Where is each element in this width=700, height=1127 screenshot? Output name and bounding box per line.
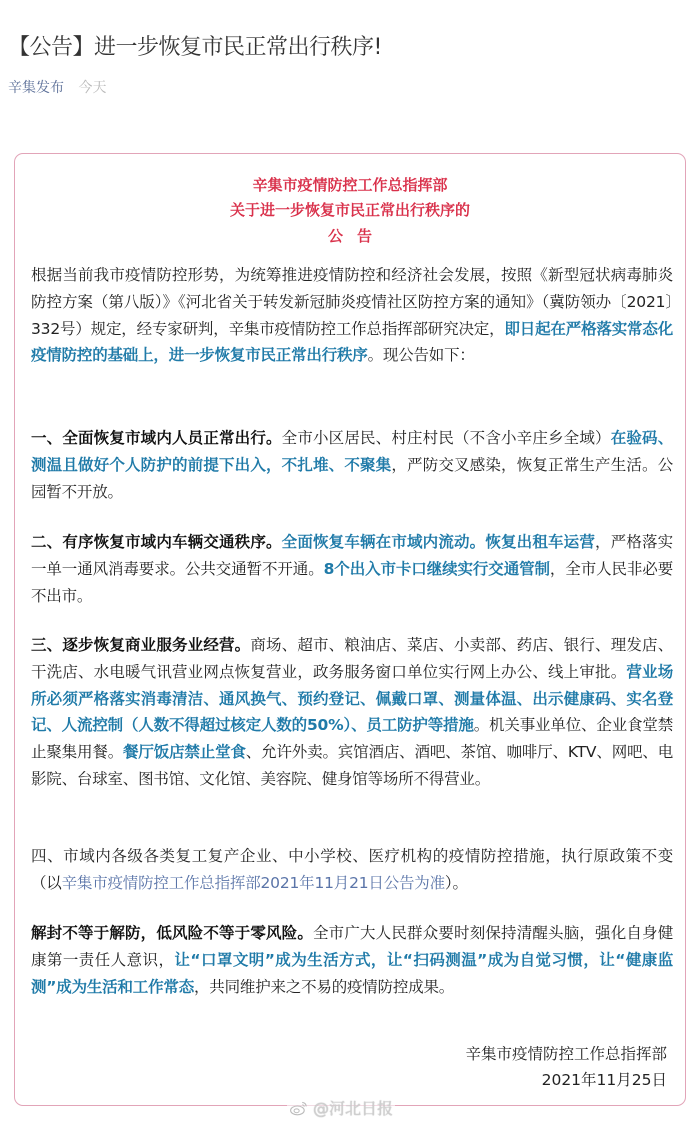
item-3-paragraph bbox=[31, 632, 673, 793]
article-meta bbox=[8, 77, 106, 97]
item-3-highlight-1: 营业场所必须严格落实消毒清洁、通风换气、预约登记、佩戴口罩、测量体温、出示健康码、实名登记、人流控制（人数不得超过核定人数的50%）、员工防护等措施 bbox=[31, 662, 673, 735]
item-4-paragraph bbox=[31, 843, 673, 897]
reference-link[interactable]: 辛集市疫情防控工作总指挥部2021年11月21日公告为准 bbox=[61, 873, 445, 892]
weibo-icon bbox=[289, 1100, 309, 1116]
signature-date: 2021年11月25日 bbox=[541, 1071, 667, 1089]
item-1-text: 全市小区居民、村庄村民（不含小辛庄乡全域） bbox=[281, 429, 611, 447]
item-1-heading: 一、全面恢复市域内人员正常出行。 bbox=[31, 429, 282, 447]
item-3-heading: 三、逐步恢复商业服务业经营。 bbox=[31, 636, 251, 654]
article-title: 【公告】进一步恢复市民正常出行秩序! bbox=[8, 35, 382, 60]
closing-text-end: ，共同维护来之不易的疫情防控成果。 bbox=[194, 977, 455, 996]
item-2-highlight-2: 8个出入市卡口继续实行交通管制 bbox=[323, 559, 550, 578]
item-1-text-end: ，严防交叉感染，恢复正常生产生活。公园暂不开放。 bbox=[31, 455, 674, 501]
item-3-text: 商场、超市、粮油店、菜店、小卖部、药店、银行、理发店、干洗店、水电暖气讯营业网点恢复营业，政务服务窗口单位实行网上办公、线上审批。 bbox=[31, 636, 673, 681]
item-1-paragraph bbox=[31, 425, 673, 505]
notice-box bbox=[14, 153, 686, 1106]
notice-issuer: 辛集市疫情防控工作总指挥部 bbox=[252, 176, 448, 194]
item-2-highlight-1: 全面恢复车辆在市域内流动。恢复出租车运营 bbox=[281, 533, 596, 551]
watermark-text: @河北日报 bbox=[313, 1099, 394, 1118]
author-link[interactable]: 辛集发布 bbox=[8, 80, 64, 96]
item-3-text-end: 、允许外卖。宾馆酒店、酒吧、茶馆、咖啡厅、KTV、网吧、电影院、台球室、图书馆、文化馆、美容院、健身馆等场所不得营业。 bbox=[31, 743, 674, 788]
item-4-text: 四、市域内各级各类复工复产企业、中小学校、医疗机构的疫情防控措施，执行原政策不变（以 bbox=[31, 847, 673, 892]
notice-type: 公告 bbox=[327, 227, 386, 245]
notice-subject: 关于进一步恢复市民正常出行秩序的 bbox=[229, 201, 470, 219]
item-2-paragraph bbox=[31, 529, 673, 609]
item-4-text-end: ）。 bbox=[444, 873, 468, 892]
item-2-text-end: ，全市人民非必要不出市。 bbox=[31, 559, 674, 605]
intro-paragraph bbox=[31, 262, 673, 369]
intro-text: 根据当前我市疫情防控形势，为统筹推进疫情防控和经济社会发展，按照《新型冠状病毒肺炎防控方案（第八版）》《河北省关于转发新冠肺炎疫情社区防控方案的通知》（冀防领办〔2021〕332号）规定，经专家研判，辛集市疫情防控工作总指挥部研究决定， bbox=[31, 266, 673, 338]
closing-heading: 解封不等于解防，低风险不等于零风险。 bbox=[31, 924, 314, 942]
watermark bbox=[287, 1096, 395, 1119]
item-2-text: ，严格落实一单一通风消毒要求。公共交通暂不开通。 bbox=[31, 533, 673, 578]
item-1-highlight: 在验码、测温且做好个人防护的前提下出入，不扎堆、不聚集 bbox=[31, 429, 673, 474]
intro-highlight: 即日起在严格落实常态化疫情防控的基础上，进一步恢复市民正常出行秩序 bbox=[31, 319, 673, 365]
item-3-highlight-2: 餐厅饭店禁止堂食 bbox=[123, 743, 246, 762]
intro-text-end: 。现公告如下： bbox=[367, 346, 475, 365]
closing-text: 全市广大人民群众要时刻保持清醒头脑，强化自身健康第一责任人意识， bbox=[31, 924, 673, 969]
item-3-text-2: 。机关事业单位、企业食堂禁止聚集用餐。 bbox=[31, 716, 673, 762]
signature-org: 辛集市疫情防控工作总指挥部 bbox=[465, 1045, 667, 1063]
closing-highlight: 让“口罩文明”成为生活方式，让“扫码测温”成为自觉习惯，让“健康监测”成为生活和工作常态 bbox=[31, 950, 673, 996]
item-2-heading: 二、有序恢复市域内车辆交通秩序。 bbox=[31, 533, 282, 551]
publish-time: 今天 bbox=[78, 80, 107, 96]
closing-paragraph bbox=[31, 920, 673, 1000]
